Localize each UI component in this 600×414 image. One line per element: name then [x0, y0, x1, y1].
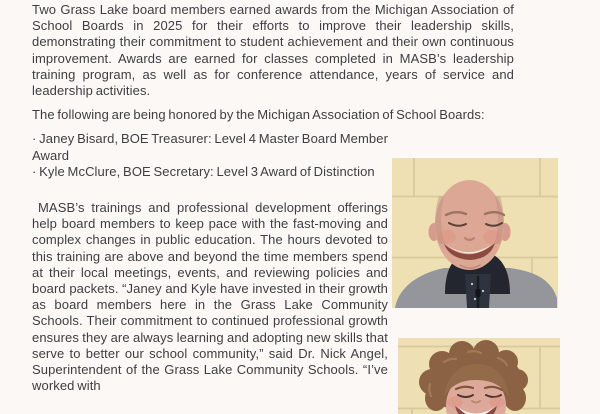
honoree-item-janey-bisard: · Janey Bisard, BOE Treasurer: Level 4 Master Board Member Award [32, 131, 388, 163]
portrait-photo-2 [398, 338, 560, 414]
portrait-woman-curly-hair [398, 338, 560, 414]
honoree-item-kyle-mcclure: · Kyle McClure, BOE Secretary: Level 3 Award of Distinction [32, 163, 375, 179]
portrait-man-gray-sweater [392, 158, 558, 308]
honorees-intro-paragraph: The following are being honored by the Michigan Association of School Boards: [32, 107, 485, 123]
wrapped-text-block [32, 131, 388, 394]
portrait-photo-1 [392, 158, 558, 308]
intro-paragraph: Two Grass Lake board members earned awards from the Michigan Association of School Boards in 2025 for their efforts to improve their leadership skills, demonstrating their commitment to student achievement and their own continuous improvement. Awards are earned for classes completed in MASB’s leadership training program, as well as for conference attendance, years of service and leadership activities. [32, 2, 514, 99]
superintendent-quote-paragraph: MASB’s trainings and professional development offerings help board members to keep pace with the fast-moving and complex changes in public education. The hours devoted to this training are above and beyond the time members spend at their local meetings, events, and reviewing policies and board packets. “Janey and Kyle have invested in their growth as board members here in the Grass Lake Community Schools. Their commitment to continued professional growth ensures they are always learning and adopting new skills that serve to better our school community,” said Dr. Nick Angel, Superintendent of the Grass Lake Community Schools. “I’ve worked with [32, 200, 388, 394]
